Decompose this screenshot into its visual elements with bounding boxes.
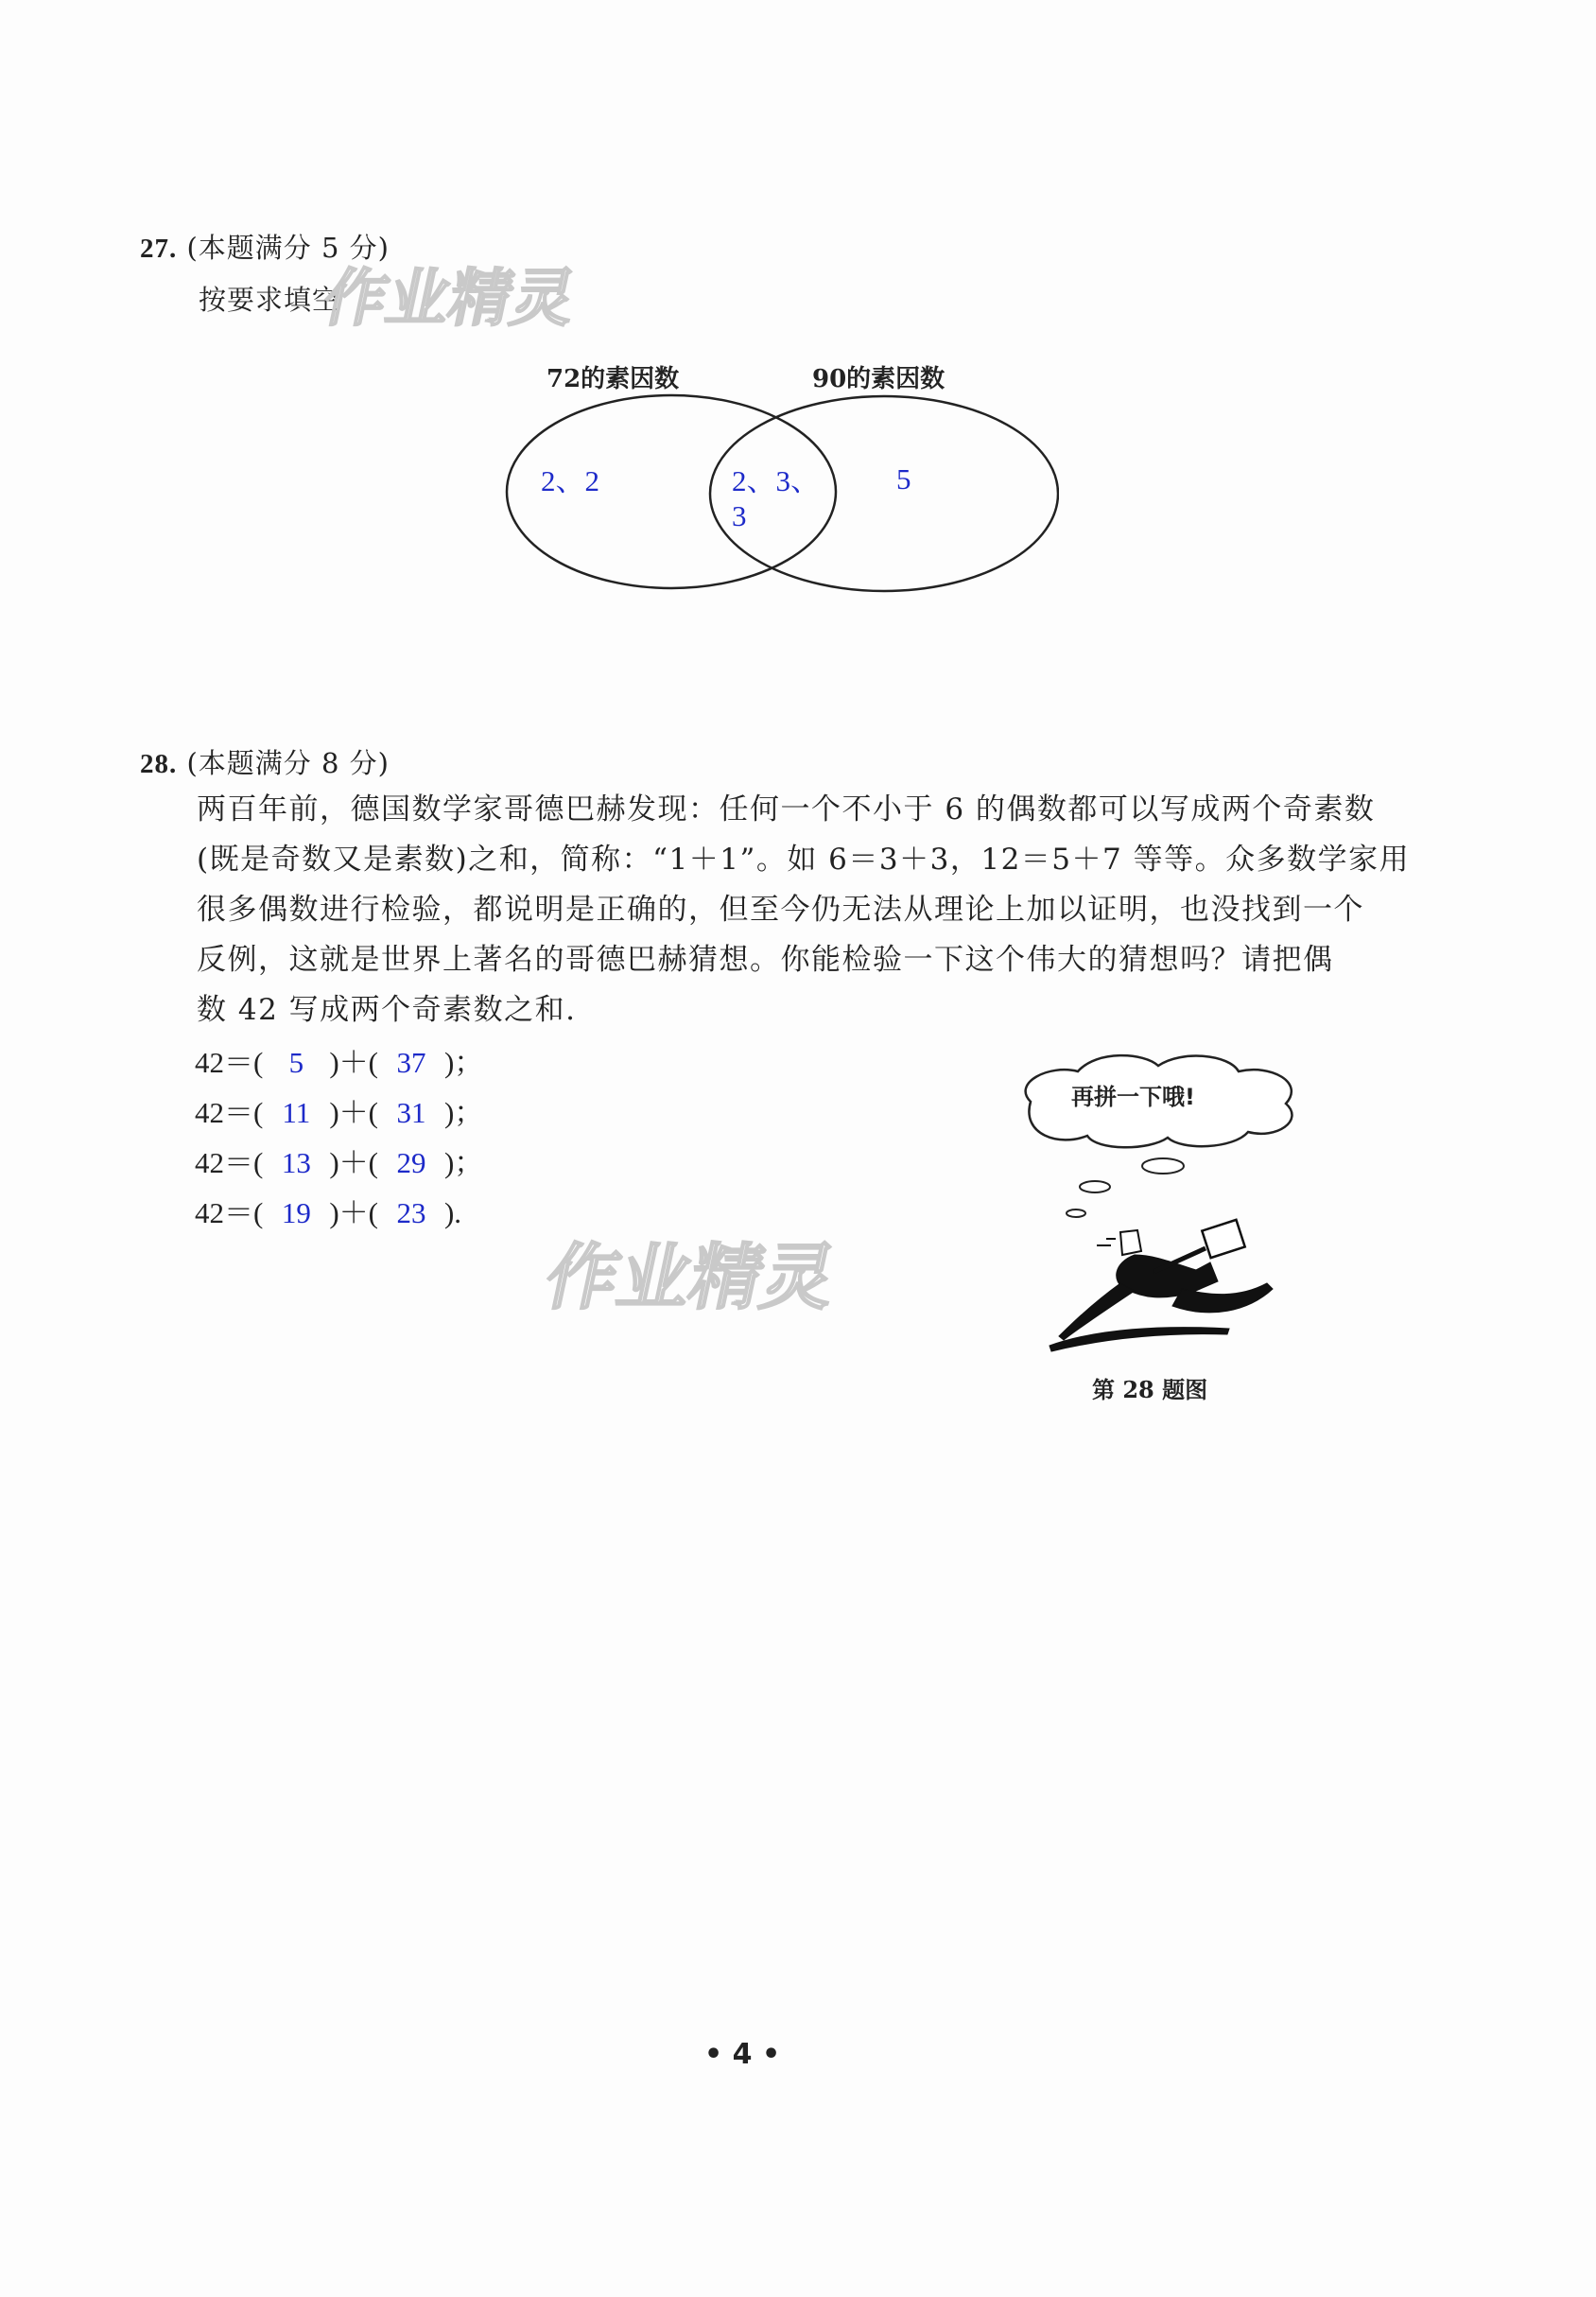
eq-answer-a: 11 (282, 1096, 311, 1129)
venn-intersection-answer-line1: 2、3、 (732, 464, 820, 497)
q28-paragraph-line: (既是奇数又是素数)之和，简称：“1＋1”。如 6＝3＋3，12＝5＋7 等等。众多数学家用 (197, 843, 1411, 877)
q28-equations (195, 1037, 483, 1238)
eq-answer-a: 5 (288, 1046, 304, 1079)
eq-lhs: 42＝( (195, 1196, 264, 1229)
eq-mid: )＋( (329, 1146, 378, 1179)
venn-right-answer: 5 (896, 462, 911, 496)
figure-caption: 第 28 题图 (1092, 1376, 1208, 1403)
thought-bubble-dot (1067, 1209, 1085, 1217)
venn-right-label: 90的素因数 (812, 365, 945, 393)
eq-answer-a: 19 (281, 1196, 311, 1229)
eq-answer-b: 31 (396, 1096, 426, 1129)
eq-lhs: 42＝( (195, 1046, 264, 1079)
q28-paragraph-line: 反例，这就是世界上著名的哥德巴赫猜想。你能检验一下这个伟大的猜想吗？请把偶 (197, 943, 1334, 977)
thought-bubble-dot (1080, 1181, 1110, 1192)
eq-end: ). (443, 1196, 462, 1229)
q27-number: 27. (140, 234, 178, 264)
q28-paragraph (197, 785, 1416, 1035)
eq-answer-b: 29 (396, 1146, 426, 1179)
eq-lhs: 42＝( (195, 1146, 264, 1179)
q28-paragraph-line: 很多偶数进行检验，都说明是正确的，但至今仍无法从理论上加以证明，也没找到一个 (197, 893, 1364, 927)
eq-lhs: 42＝( (195, 1096, 264, 1129)
venn-left-answer: 2、2 (541, 464, 599, 497)
eq-mid: )＋( (329, 1096, 378, 1129)
eq-answer-b: 23 (396, 1196, 426, 1229)
equation-row (195, 1037, 483, 1088)
venn-intersection-answer-line2: 3 (732, 499, 747, 532)
running-figure (1050, 1220, 1273, 1351)
watermark-middle: 作业精灵 (538, 1235, 844, 1319)
q28-paragraph-line: 两百年前，德国数学家哥德巴赫发现：任何一个不小于 6 的偶数都可以写成两个奇素数 (197, 792, 1376, 827)
eq-end: )； (443, 1046, 484, 1079)
venn-left-label: 72的素因数 (546, 365, 680, 393)
q28-paragraph-line: 数 42 写成两个奇素数之和. (197, 993, 577, 1027)
eq-mid: )＋( (329, 1196, 378, 1229)
q28-score: (本题满分 8 分) (186, 747, 390, 779)
thought-bubble-dot (1142, 1158, 1184, 1174)
eq-mid: )＋( (329, 1046, 378, 1079)
eq-answer-b: 37 (396, 1046, 426, 1079)
equation-row (195, 1088, 483, 1138)
q27-instruction: 按要求填空 (199, 284, 341, 316)
q28-number: 28. (140, 749, 178, 779)
page-number: • 4 • (704, 2038, 781, 2071)
eq-end: )； (443, 1146, 484, 1179)
equation-row (195, 1188, 483, 1238)
watermark-top: 作业精灵 (317, 262, 582, 335)
eq-end: )； (443, 1096, 484, 1129)
q28-header-line (140, 742, 390, 781)
bubble-text: 再拼一下哦! (1071, 1084, 1195, 1110)
eq-answer-a: 13 (281, 1146, 311, 1179)
equation-row (195, 1138, 483, 1188)
q27-score: (本题满分 5 分) (186, 232, 390, 264)
